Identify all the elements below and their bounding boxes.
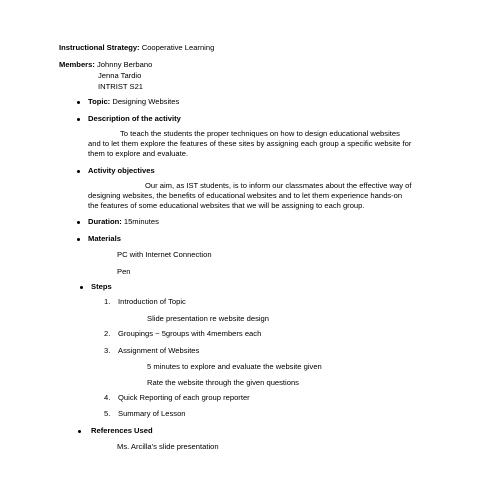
step-number: 2. [104, 329, 111, 338]
bullet-icon [78, 430, 81, 433]
materials-label: Materials [88, 234, 121, 243]
step-text: Quick Reporting of each group reporter [118, 393, 250, 402]
step-number: 3. [104, 346, 111, 355]
member-name: Jenna Tardio [98, 71, 142, 80]
members-label: Members: [59, 60, 95, 69]
step-number: 1. [104, 297, 111, 306]
strategy-label: Instructional Strategy: [59, 43, 140, 52]
duration-value: 15minutes [121, 217, 159, 226]
strategy-line [59, 43, 214, 53]
step-number: 4. [104, 393, 111, 402]
step-subitem: Rate the website through the given questions [147, 378, 299, 387]
topic-value: Designing Websites [110, 97, 180, 106]
objectives-line: the features of some educational websites that we will be assigning to each group. [88, 201, 365, 210]
material-item: PC with Internet Connection [117, 250, 212, 259]
description-line: and to let them explore the features of these sites by assigning each group a specific website for [88, 139, 412, 148]
description-line: To teach the students the proper techniques on how to design educational websites [120, 129, 400, 138]
duration-line [88, 217, 159, 227]
step-text: Groupings ~ 5groups with 4members each [118, 329, 262, 338]
step-text: Introduction of Topic [118, 297, 186, 306]
bullet-icon [77, 101, 80, 104]
bullet-icon [77, 221, 80, 224]
bullet-icon [77, 238, 80, 241]
duration-label: Duration: [88, 217, 122, 226]
description-line: them to explore and evaluate. [88, 149, 189, 158]
strategy-value: Cooperative Learning [139, 43, 215, 52]
reference-item: Ms. Arcilla’s slide presentation [117, 442, 219, 451]
step-number: 5. [104, 409, 111, 418]
bullet-icon [80, 286, 83, 289]
objectives-line: designing websites, the benefits of educational websites and to let them experience hands-on [88, 191, 403, 200]
bullet-icon [77, 118, 80, 121]
step-subitem: Slide presentation re website design [147, 314, 269, 323]
members-line [59, 60, 152, 70]
material-item: Pen [117, 267, 131, 276]
steps-label: Steps [91, 282, 112, 291]
step-text: Summary of Lesson [118, 409, 186, 418]
objectives-line: Our aim, as IST students, is to inform our classmates about the effective way of [145, 181, 412, 190]
member-name: Johnny Berbano [97, 60, 153, 69]
step-text: Assignment of Websites [118, 346, 200, 355]
objectives-label: Activity objectives [88, 166, 155, 175]
topic-line [88, 97, 179, 107]
member-name: INTRIST S21 [98, 82, 144, 91]
references-label: References Used [91, 426, 153, 435]
bullet-icon [77, 170, 80, 173]
topic-label: Topic: [88, 97, 111, 106]
step-subitem: 5 minutes to explore and evaluate the website given [147, 362, 322, 371]
description-label: Description of the activity [88, 114, 181, 123]
